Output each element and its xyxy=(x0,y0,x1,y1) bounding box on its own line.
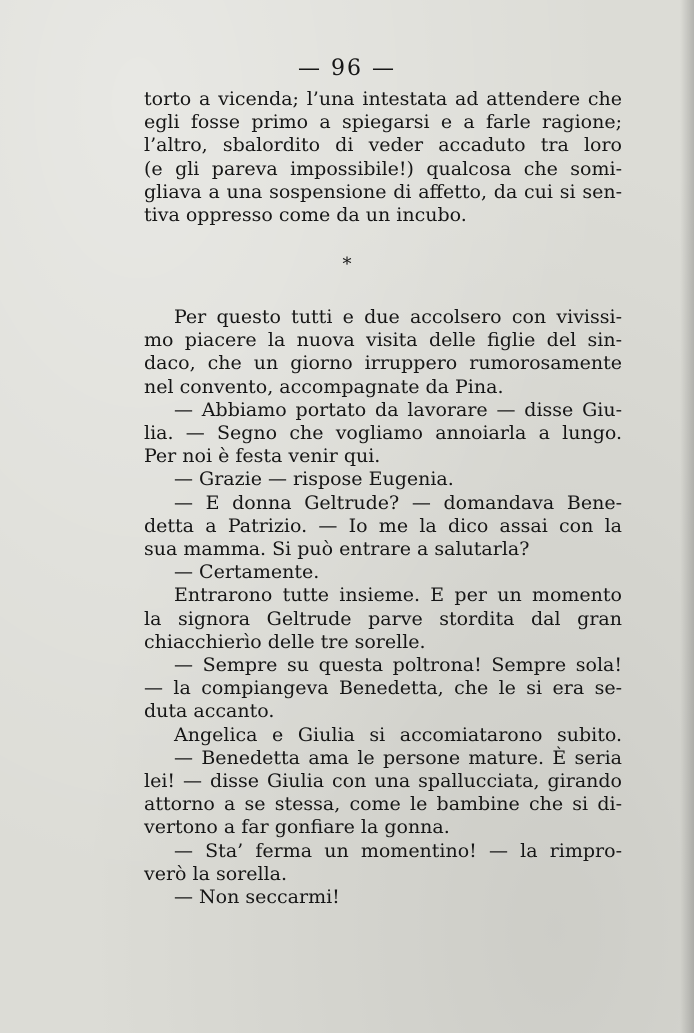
text-line: gliava a una sospensione di affetto, da cui si sen- xyxy=(144,180,622,203)
text-line: torto a vicenda; l’una intestata ad attendere che xyxy=(144,88,622,110)
text-line: duta accanto. xyxy=(144,700,275,723)
text-line: mo piacere la nuova visita delle figlie del sin- xyxy=(144,329,622,352)
text-line: detta a Patrizio. — Io me la dico assai con la xyxy=(144,514,622,537)
text-line: Angelica e Giulia si accomiatarono subito. xyxy=(174,723,622,746)
text-line: attorno a se stessa, come le bambine che si di- xyxy=(144,793,622,816)
text-line: sua mamma. Si può entrare a salutarla? xyxy=(144,538,530,561)
text-line: l’altro, sbalordito di veder accaduto tra loro xyxy=(144,134,622,157)
text-line: Per noi è festa venir qui. xyxy=(144,445,381,468)
paragraph-block-bottom xyxy=(144,306,622,909)
text-line: chiacchierìo delle tre sorelle. xyxy=(144,630,426,653)
text-line: lia. — Segno che vogliamo annoiarla a lungo. xyxy=(144,422,622,445)
text-line: tiva oppresso come da un incubo. xyxy=(144,204,467,227)
text-line: Per questo tutti e due accolsero con vivissi- xyxy=(174,306,622,328)
text-line: — Non seccarmi! xyxy=(174,886,340,909)
text-line: (e gli pareva impossibile!) qualcosa che somi- xyxy=(144,157,622,180)
text-line: egli fosse primo a spiegarsi e a farle ragione; xyxy=(144,111,622,134)
page-number: — 96 — xyxy=(298,56,396,81)
text-line: — Grazie — rispose Eugenia. xyxy=(174,468,454,491)
paragraph-block-top xyxy=(144,88,622,227)
text-line: — Benedetta ama le persone mature. È seria xyxy=(174,746,622,769)
section-separator: * xyxy=(342,254,352,275)
text-line: verò la sorella. xyxy=(144,862,288,885)
text-line: — la compiangeva Benedetta, che le si era se- xyxy=(144,677,622,700)
text-line: nel convento, accompagnate da Pina. xyxy=(144,375,504,398)
text-line: lei! — disse Giulia con una spallucciata, girando xyxy=(144,770,622,793)
text-line: — Sempre su questa poltrona! Sempre sola! xyxy=(174,654,622,677)
text-line: — E donna Geltrude? — domandava Bene- xyxy=(174,491,622,514)
text-line: la signora Geltrude parve stordita dal gran xyxy=(144,607,622,630)
page-edge-shadow xyxy=(680,0,694,1033)
text-line: — Abbiamo portato da lavorare — disse Giu- xyxy=(174,398,622,421)
text-line: Entrarono tutte insieme. E per un momento xyxy=(174,584,622,607)
text-line: — Sta’ ferma un momentino! — la rimpro- xyxy=(174,839,622,862)
text-line: vertono a far gonfiare la gonna. xyxy=(144,816,450,839)
text-line: — Certamente. xyxy=(174,561,320,584)
text-line: daco, che un giorno irruppero rumorosamente xyxy=(144,352,622,375)
